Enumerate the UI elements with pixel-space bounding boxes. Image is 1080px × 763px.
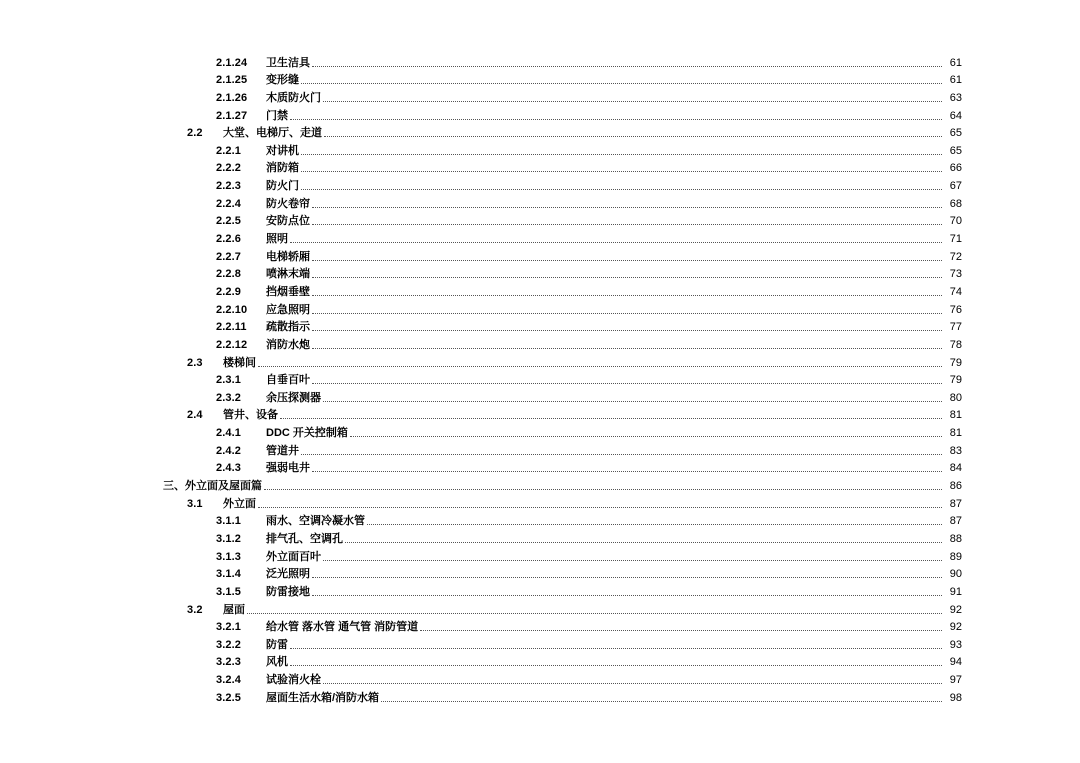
toc-entry[interactable] [0,87,1080,105]
toc-entry[interactable] [0,546,1080,564]
toc-dot-leader [290,119,942,120]
toc-entry[interactable] [0,599,1080,617]
toc-entry-number: 3.2.5 [216,691,241,704]
toc-page-number: 61 [949,74,962,87]
toc-dot-leader [324,136,942,137]
toc-dot-leader [323,101,942,102]
toc-entry-number: 3.2 [187,603,203,616]
toc-entry-title: 木质防火门 [266,91,321,104]
toc-entry-number: 2.2.1 [216,144,241,157]
toc-entry-title: 应急照明 [266,303,310,316]
toc-entry-number: 3.2.2 [216,638,241,651]
toc-entry-title: 对讲机 [266,144,299,157]
toc-entry[interactable] [0,158,1080,176]
toc-dot-leader [323,401,942,402]
toc-page-number: 80 [949,391,962,404]
toc-entry[interactable] [0,123,1080,141]
toc-entry-number: 2.1.25 [216,74,248,87]
toc-entry-title: 疏散指示 [266,321,310,334]
toc-entry-title: 雨水、空调冷凝水管 [266,515,365,528]
toc-entry-number: 2.2.4 [216,197,241,210]
toc-entry-number: 2.2.3 [216,180,241,193]
toc-page-number: 79 [949,374,962,387]
toc-entry[interactable] [0,264,1080,282]
toc-page-number: 74 [949,285,962,298]
toc-entry-title: DDC 开关控制箱 [266,427,348,440]
toc-page-number: 88 [949,532,962,545]
toc-dot-leader [301,189,942,190]
toc-entry-number: 3.2.1 [216,621,241,634]
toc-entry-title: 防雷 [266,638,288,651]
toc-entry-title: 外立面百叶 [266,550,321,563]
toc-dot-leader [312,313,942,314]
toc-page-number: 92 [949,603,962,616]
toc-entry-number: 2.2.5 [216,215,241,228]
toc-entry-number: 3.2.3 [216,656,241,669]
toc-page-number: 89 [949,550,962,563]
toc-page-number: 81 [949,409,962,422]
toc-entry-title: 屋面 [223,603,245,616]
toc-entry-title: 电梯轿厢 [266,250,310,263]
toc-page-number: 94 [949,656,962,669]
toc-page-number: 68 [949,197,962,210]
toc-entry-number: 2.2.2 [216,162,241,175]
toc-entry-number: 3.1.2 [216,532,241,545]
toc-entry-title: 排气孔、空调孔 [266,532,343,545]
toc-dot-leader [312,260,942,261]
toc-entry-number: 2.3.2 [216,391,241,404]
toc-dot-leader [312,348,942,349]
toc-entry-number: 2.2.12 [216,338,248,351]
toc-entry[interactable] [0,281,1080,299]
toc-page-number: 67 [949,180,962,193]
toc-entry-title: 自垂百叶 [266,374,310,387]
toc-dot-leader [301,171,942,172]
toc-dot-leader [312,277,942,278]
toc-dot-leader [323,560,942,561]
toc-page-number: 84 [949,462,962,475]
toc-page-number: 81 [949,427,962,440]
toc-page-number: 98 [949,691,962,704]
toc-entry-title: 照明 [266,233,288,246]
toc-entry-number: 3.1.3 [216,550,241,563]
toc-entry[interactable] [0,422,1080,440]
toc-entry-title: 楼梯间 [223,356,256,369]
toc-entry-title: 防雷接地 [266,585,310,598]
toc-page-number: 71 [949,233,962,246]
toc-entry-title: 外立面 [223,497,256,510]
toc-dot-leader [290,665,942,666]
toc-entry-title: 卫生洁具 [266,56,310,69]
toc-dot-leader [420,630,942,631]
toc-dot-leader [247,613,942,614]
toc-page-number: 92 [949,621,962,634]
toc-dot-leader [290,648,942,649]
toc-dot-leader [367,524,942,525]
toc-entry[interactable] [0,228,1080,246]
toc-entry[interactable] [0,352,1080,370]
toc-dot-leader [312,66,942,67]
toc-entry-title: 管井、设备 [223,409,278,422]
toc-dot-leader [312,207,942,208]
toc-entry-number: 3.2.4 [216,674,241,687]
toc-dot-leader [290,242,942,243]
toc-page-number: 90 [949,568,962,581]
toc-entry[interactable] [0,387,1080,405]
toc-dot-leader [381,701,942,702]
toc-entry[interactable] [0,52,1080,70]
toc-page-number: 76 [949,303,962,316]
toc-entry[interactable] [0,175,1080,193]
toc-dot-leader [312,295,942,296]
toc-entry-number: 2.2.9 [216,285,241,298]
toc-entry-number: 2.4.1 [216,427,241,440]
toc-entry[interactable] [0,617,1080,635]
toc-entry-title: 挡烟垂壁 [266,285,310,298]
toc-entry-number: 2.1.27 [216,109,248,122]
toc-entry[interactable] [0,475,1080,493]
toc-entry-number: 2.4 [187,409,203,422]
toc-entry-number: 2.2.7 [216,250,241,263]
toc-entry[interactable] [0,687,1080,705]
toc-entry[interactable] [0,370,1080,388]
table-of-contents [0,52,1080,705]
toc-page-number: 65 [949,144,962,157]
toc-entry[interactable] [0,511,1080,529]
toc-entry-title: 泛光照明 [266,568,310,581]
toc-page-number: 78 [949,338,962,351]
toc-entry-title: 大堂、电梯厅、走道 [223,127,322,140]
toc-page-number: 73 [949,268,962,281]
toc-page-number: 63 [949,91,962,104]
toc-page-number: 79 [949,356,962,369]
toc-entry[interactable] [0,634,1080,652]
toc-dot-leader [312,595,942,596]
toc-entry-title: 喷淋末端 [266,268,310,281]
toc-page-number: 77 [949,321,962,334]
toc-entry-title: 管道井 [266,444,299,457]
toc-entry-title: 变形缝 [266,74,299,87]
toc-dot-leader [323,683,942,684]
toc-entry[interactable] [0,458,1080,476]
toc-page-number: 83 [949,444,962,457]
toc-dot-leader [312,383,942,384]
toc-entry[interactable] [0,105,1080,123]
toc-entry-number: 2.4.2 [216,444,241,457]
toc-entry[interactable] [0,669,1080,687]
toc-entry[interactable] [0,317,1080,335]
toc-dot-leader [301,83,942,84]
toc-page-number: 87 [949,497,962,510]
toc-entry-number: 2.1.24 [216,56,248,69]
toc-entry[interactable] [0,193,1080,211]
toc-dot-leader [301,454,942,455]
toc-dot-leader [350,436,942,437]
toc-entry[interactable] [0,334,1080,352]
toc-entry-title: 消防水炮 [266,338,310,351]
toc-entry-number: 3.1.4 [216,568,241,581]
toc-dot-leader [280,418,942,419]
toc-dot-leader [312,224,942,225]
toc-dot-leader [312,330,942,331]
toc-dot-leader [345,542,942,543]
toc-page-number: 72 [949,250,962,263]
toc-entry[interactable] [0,211,1080,229]
toc-page-number: 97 [949,674,962,687]
toc-page-number: 66 [949,162,962,175]
toc-entry-title: 安防点位 [266,215,310,228]
toc-entry[interactable] [0,581,1080,599]
toc-dot-leader [312,471,942,472]
toc-entry-title: 试验消火栓 [266,674,321,687]
toc-page-number: 70 [949,215,962,228]
toc-entry[interactable] [0,405,1080,423]
toc-dot-leader [301,154,942,155]
toc-entry-number: 2.2.6 [216,233,241,246]
toc-dot-leader [258,507,942,508]
toc-dot-leader [312,577,942,578]
toc-entry-title: 屋面生活水箱/消防水箱 [266,691,380,704]
toc-entry-title: 消防箱 [266,162,299,175]
toc-dot-leader [264,489,942,490]
toc-entry-title: 风机 [266,656,288,669]
toc-entry[interactable] [0,440,1080,458]
toc-entry-number: 2.2.10 [216,303,248,316]
toc-entry-number: 3.1.5 [216,585,241,598]
toc-entry-number: 2.2 [187,127,203,140]
toc-entry-number: 2.3.1 [216,374,241,387]
toc-dot-leader [258,366,942,367]
toc-entry-title: 防火门 [266,180,299,193]
toc-entry-number: 2.4.3 [216,462,241,475]
toc-entry-number: 3.1 [187,497,203,510]
toc-page-number: 87 [949,515,962,528]
toc-entry[interactable] [0,140,1080,158]
toc-entry[interactable] [0,528,1080,546]
toc-page-number: 86 [949,480,962,493]
toc-page-number: 91 [949,585,962,598]
toc-entry-number: 2.1.26 [216,91,248,104]
toc-entry-title: 防火卷帘 [266,197,310,210]
toc-page-number: 65 [949,127,962,140]
toc-entry[interactable] [0,493,1080,511]
toc-entry-title: 余压探测器 [266,391,321,404]
toc-page-number: 64 [949,109,962,122]
toc-entry-number: 2.3 [187,356,203,369]
toc-entry-title: 给水管 落水管 通气管 消防管道 [266,621,419,634]
toc-entry-title: 三、外立面及屋面篇 [163,480,262,493]
toc-entry-number: 2.2.11 [216,321,247,334]
toc-entry[interactable] [0,299,1080,317]
toc-entry[interactable] [0,652,1080,670]
toc-entry[interactable] [0,246,1080,264]
toc-entry-number: 2.2.8 [216,268,241,281]
toc-entry[interactable] [0,70,1080,88]
toc-page-number: 93 [949,638,962,651]
toc-entry-title: 强弱电井 [266,462,310,475]
toc-entry-title: 门禁 [266,109,288,122]
toc-entry-number: 3.1.1 [216,515,241,528]
toc-entry[interactable] [0,564,1080,582]
toc-page-number: 61 [949,56,962,69]
